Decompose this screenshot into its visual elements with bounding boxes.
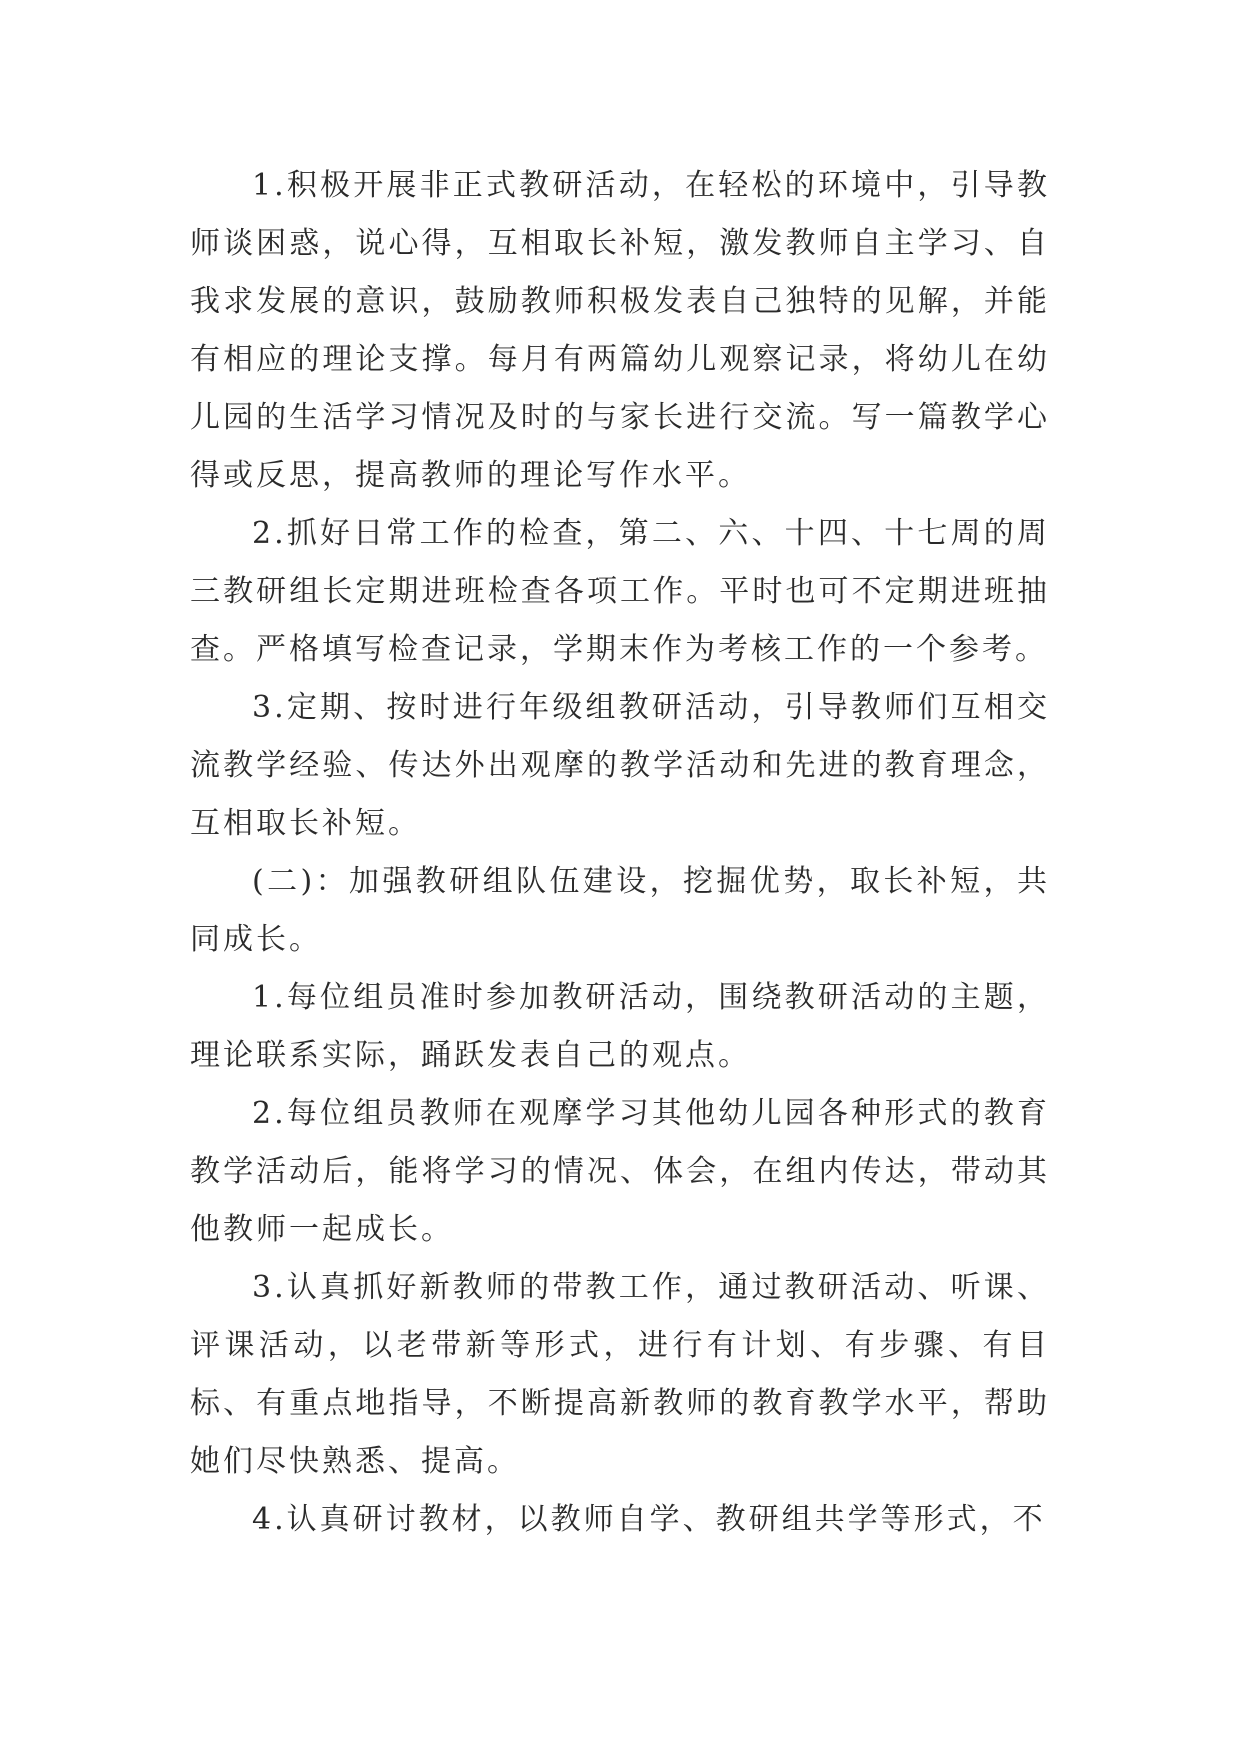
document-body [190, 157, 1050, 1549]
paragraph-new-teacher-mentoring: 3.认真抓好新教师的带教工作，通过教研活动、听课、评课活动，以老带新等形式，进行有计划、有步骤、有目标、有重点地指导，不断提高新教师的教育教学水平，帮助她们尽快熟悉、提高。 [190, 1270, 1050, 1479]
paragraph-observation-sharing: 2.每位组员教师在观摩学习其他幼儿园各种形式的教育教学活动后，能将学习的情况、体会，在组内传达，带动其他教师一起成长。 [190, 1096, 1050, 1247]
paragraph-daily-inspection: 2.抓好日常工作的检查，第二、六、十四、十七周的周三教研组长定期进班检查各项工作。平时也可不定期进班抽查。严格填写检查记录，学期末作为考核工作的一个参考。 [190, 516, 1050, 667]
paragraph-study-materials: 4.认真研讨教材，以教师自学、教研组共学等形式，不 [252, 1502, 1046, 1537]
paragraph-grade-research: 3.定期、按时进行年级组教研活动，引导教师们互相交流教学经验、传达外出观摩的教学活动和先进的教育理念，互相取长补短。 [190, 690, 1050, 841]
section-heading-team-building: (二)：加强教研组队伍建设，挖掘优势，取长补短，共同成长。 [190, 864, 1050, 957]
paragraph-attend-research: 1.每位组员准时参加教研活动，围绕教研活动的主题，理论联系实际，踊跃发表自己的观点。 [190, 980, 1050, 1073]
paragraph-informal-research: 1.积极开展非正式教研活动，在轻松的环境中，引导教师谈困惑，说心得，互相取长补短，激发教师自主学习、自我求发展的意识，鼓励教师积极发表自己独特的见解，并能有相应的理论支撑。每月有两篇幼儿观察记录，将幼儿在幼儿园的生活学习情况及时的与家长进行交流。写一篇教学心得或反思，提高教师的理论写作水平。 [190, 168, 1050, 493]
